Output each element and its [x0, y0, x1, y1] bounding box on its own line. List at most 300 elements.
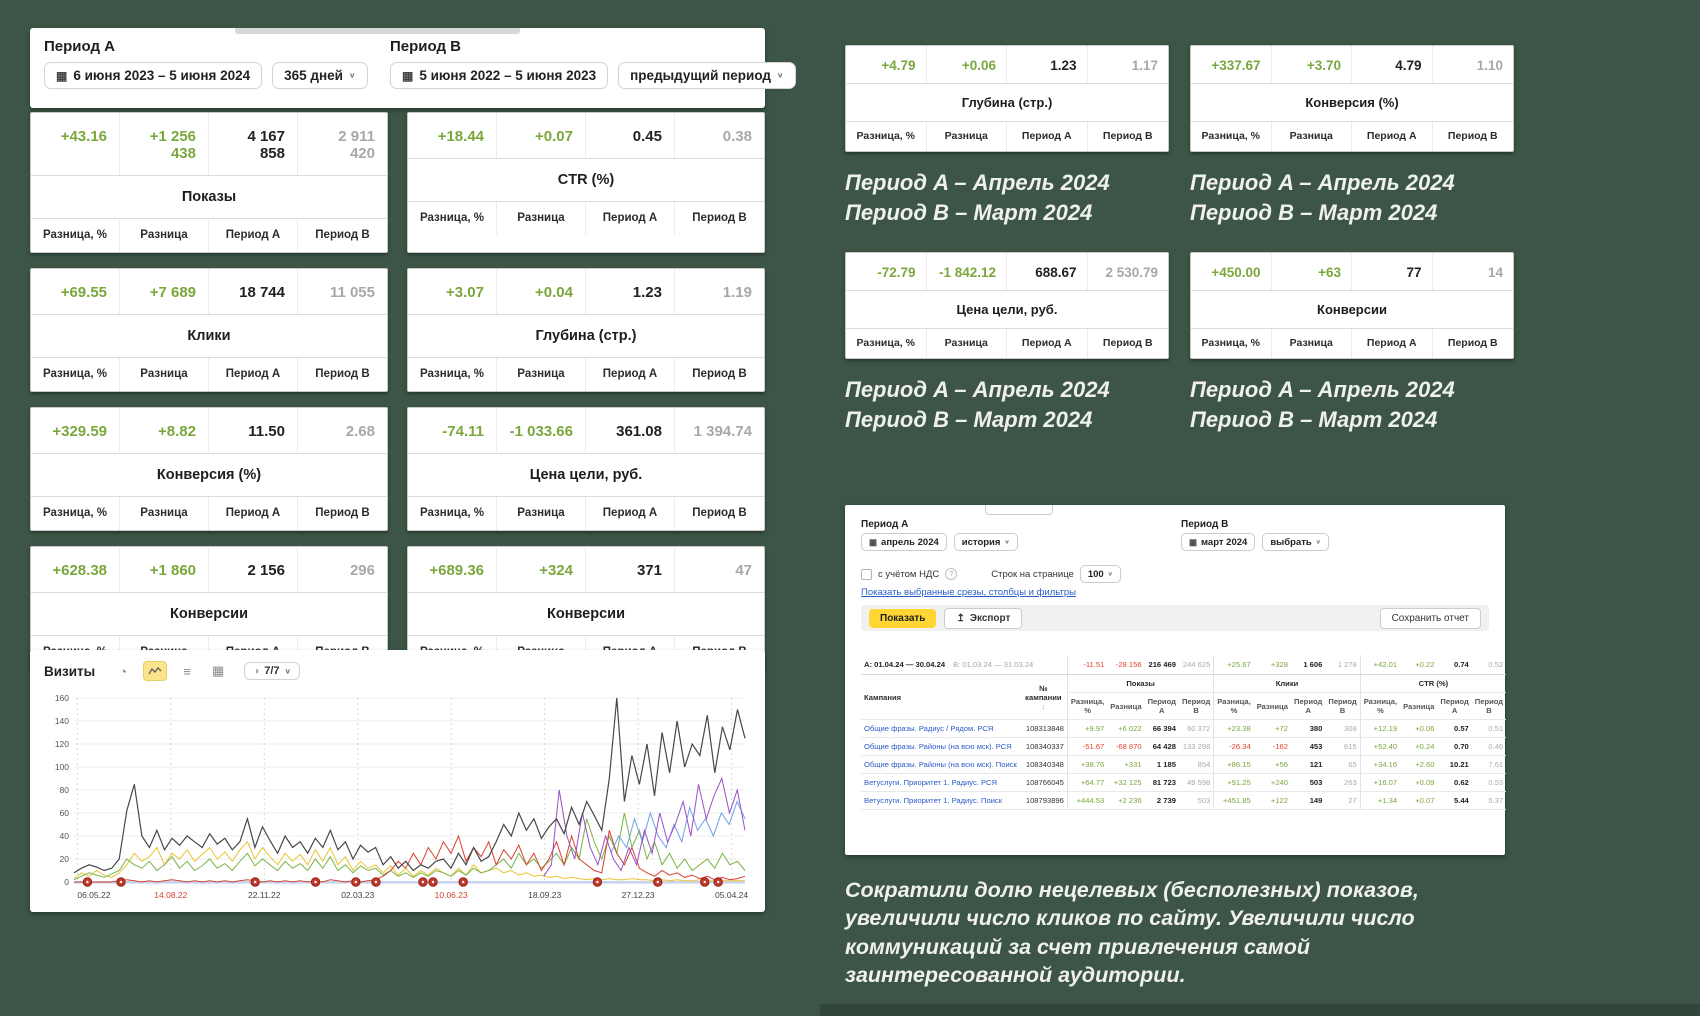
sub-column-header: Разница: [1400, 693, 1437, 720]
diff-value: -1 033.66: [497, 408, 586, 453]
campaign-metric-value: +12.19: [1360, 720, 1400, 738]
summary-text: Сократили долю нецелевых (бесполезных) показов, увеличили число кликов по сайту. Увеличили число коммуникаций за счет привлечения самой заинтересованной аудитории.: [845, 878, 1419, 988]
visits-time-series-chart: [38, 692, 757, 904]
metric-title: CTR (%): [408, 158, 764, 202]
mini-period-b-mode-select[interactable]: [1262, 533, 1329, 551]
column-header: Разница, %: [31, 497, 120, 530]
metric-group-header: Клики: [1214, 675, 1360, 693]
campaign-metric-value: 10.21: [1437, 756, 1471, 774]
metric-headers-row: [1191, 122, 1513, 151]
sub-column-header: Период A: [1437, 693, 1471, 720]
line-chart-icon[interactable]: [143, 661, 167, 681]
show-slices-link[interactable]: Показать выбранные срезы, столбцы и фильтры: [861, 587, 1076, 598]
calendar-icon: ▦: [56, 68, 68, 83]
campaign-row: [861, 756, 1506, 774]
sub-column-header: Разница: [1254, 693, 1291, 720]
campaign-metric-value: 503: [1179, 792, 1214, 810]
column-header: Период A: [1007, 122, 1088, 151]
metric-values-row: [408, 408, 764, 453]
column-header: Период B: [1447, 337, 1498, 349]
period-b-value: 1.10: [1476, 58, 1503, 73]
blue-segment: [611, 802, 745, 854]
campaign-table: [861, 655, 1506, 810]
metric-values-row: [31, 113, 387, 175]
metric-title: Конверсия (%): [1191, 83, 1513, 122]
sub-column-header: Период B: [1179, 693, 1214, 720]
sub-column-header: Период A: [1145, 693, 1179, 720]
svg-text:120: 120: [54, 739, 69, 749]
mini-period-a-mode-text: история: [961, 536, 1001, 548]
metric-card: [845, 45, 1169, 152]
chevron-down-icon: ∨: [284, 666, 292, 675]
mini-period-b-label: Период B: [1181, 519, 1229, 530]
period-a-value: 18 744: [209, 269, 298, 314]
column-header: Период B: [1102, 130, 1153, 142]
metric-title: Цена цели, руб.: [408, 453, 764, 497]
mini-period-b-date[interactable]: [1181, 533, 1255, 551]
campaign-metric-value: 453: [1291, 738, 1325, 756]
show-button[interactable]: Показать: [869, 609, 936, 628]
chevron-down-icon: ∨: [1004, 539, 1010, 546]
metric-title: Конверсии: [1191, 290, 1513, 329]
metric-card: [1190, 45, 1514, 152]
metric-title: Конверсии: [31, 592, 387, 636]
chevron-down-icon: ∨: [1107, 571, 1113, 578]
column-header: Разница, %: [408, 358, 497, 391]
metric-values-row: [846, 46, 1168, 83]
period-a-group: [44, 38, 368, 89]
column-header: Период B: [315, 229, 370, 241]
mini-toolbar: [861, 605, 1489, 631]
campaign-table-wrap: [861, 655, 1504, 810]
period-a-value: 361.08: [586, 408, 675, 453]
campaign-metric-value: -162: [1254, 738, 1291, 756]
green-segment: [74, 813, 745, 880]
save-report-button[interactable]: Сохранить отчет: [1380, 608, 1481, 629]
svg-text:0: 0: [64, 877, 69, 887]
diff-pct-value: +18.44: [408, 113, 497, 158]
campaign-metric-value: +0.07: [1400, 792, 1437, 810]
period-a-value: 4.79: [1352, 46, 1433, 83]
diff-pct-value: -72.79: [846, 253, 927, 290]
summary-value: 0.52: [1472, 655, 1506, 675]
pie-chart-icon[interactable]: ◔: [119, 663, 128, 679]
period-b-preset: предыдущий период: [630, 68, 771, 83]
caption-line-a: Период A – Апрель 2024: [1190, 170, 1455, 195]
period-caption: [1190, 375, 1455, 436]
left-metric-cards: [30, 112, 765, 670]
summary-value: 216 469: [1145, 655, 1179, 675]
period-a-value: 1.23: [586, 269, 675, 314]
campaign-name-link[interactable]: Общие фразы. Радиус / Рядом. РСЯ: [861, 720, 1020, 738]
campaign-metric-value: +72: [1254, 720, 1291, 738]
chevron-down-icon: ∨: [1315, 539, 1321, 546]
column-header: Разница: [120, 497, 209, 530]
metric-group-header: CTR (%): [1360, 675, 1506, 693]
sub-column-header: Период B: [1325, 693, 1360, 720]
svg-text:100: 100: [54, 762, 69, 772]
summary-value: +0.22: [1400, 655, 1437, 675]
campaign-metric-value: +34.16: [1360, 756, 1400, 774]
column-header: Разница: [927, 122, 1008, 151]
diff-value: +0.04: [497, 269, 586, 314]
column-header: Период A: [586, 202, 675, 235]
period-b-value: 2 530.79: [1105, 265, 1158, 280]
period-b-value: 2.68: [345, 423, 375, 440]
column-header: Разница, %: [846, 329, 927, 358]
column-header: Разница: [120, 219, 209, 252]
campaign-metric-value: 0.57: [1437, 720, 1471, 738]
period-a-value: 2 156: [209, 547, 298, 592]
metric-values-row: [31, 269, 387, 314]
campaign-metric-value: +38.76: [1067, 756, 1107, 774]
period-b-value: 14: [1487, 265, 1503, 280]
campaign-id: 108340337: [1020, 738, 1068, 756]
campaign-metric-value: 0.70: [1437, 738, 1471, 756]
diff-value: +3.70: [1272, 46, 1353, 83]
caption-line-b: Период B – Март 2024: [845, 200, 1093, 226]
campaign-metric-value: 5.44: [1437, 792, 1471, 810]
campaign-metric-value: 854: [1179, 756, 1214, 774]
metric-title: Глубина (стр.): [408, 314, 764, 358]
sub-column-header: Период B: [1472, 693, 1506, 720]
period-selector-panel: [30, 28, 784, 108]
metric-title: Клики: [31, 314, 387, 358]
period-caption: [845, 375, 1110, 436]
mini-period-b-mode-text: выбрать: [1270, 536, 1312, 548]
column-header: Период A: [586, 497, 675, 530]
red-segment: [74, 830, 745, 882]
metric-values-row: [408, 547, 764, 592]
period-b-value: 2 911 420: [338, 128, 375, 162]
campaign-column-header[interactable]: Кампания: [861, 675, 1020, 720]
diff-pct-value: -74.11: [408, 408, 497, 453]
campaign-metric-value: +122: [1254, 792, 1291, 810]
segment-icon: ◑: [253, 665, 260, 677]
campaign-metric-value: 1 185: [1145, 756, 1179, 774]
cut-off-tab: [235, 28, 520, 34]
metric-card: [845, 252, 1169, 359]
summary-value: +328: [1254, 655, 1291, 675]
svg-text:40: 40: [59, 831, 69, 841]
campaign-metric-value: 503: [1291, 774, 1325, 792]
visits-chart-panel: [30, 650, 765, 912]
rows-per-page-select[interactable]: [1080, 565, 1121, 583]
export-button[interactable]: [944, 608, 1022, 629]
metric-headers-row: [31, 497, 387, 530]
mini-period-a-mode-select[interactable]: [954, 533, 1018, 551]
column-header: Период B: [692, 212, 747, 224]
period-a-value: 688.67: [1007, 253, 1088, 290]
campaign-row: [861, 774, 1506, 792]
metric-values-row: [1191, 253, 1513, 290]
campaign-metric-value: 64 428: [1145, 738, 1179, 756]
summary-value: 1 278: [1325, 655, 1360, 675]
campaign-metric-value: 380: [1291, 720, 1325, 738]
diff-pct-value: +689.36: [408, 547, 497, 592]
campaign-metric-value: +2 236: [1107, 792, 1144, 810]
period-b-value: 11 055: [329, 284, 375, 301]
calendar-icon: ▦: [1189, 536, 1198, 547]
metric-values-row: [846, 253, 1168, 290]
period-b-label: Период B: [390, 38, 461, 55]
rows-per-page-label: Строк на странице: [991, 568, 1074, 580]
export-icon: ↥: [956, 612, 965, 624]
rows-per-page-value: 100: [1087, 568, 1104, 580]
column-header: Разница: [497, 202, 586, 235]
campaign-id-column-header[interactable]: № кампании ↓: [1020, 675, 1068, 720]
diff-pct-value: +337.67: [1191, 46, 1272, 83]
campaign-row: [861, 720, 1506, 738]
svg-text:140: 140: [54, 716, 69, 726]
metric-headers-row: [846, 329, 1168, 358]
metric-card: [407, 112, 765, 253]
caption-line-a: Период A – Апрель 2024: [845, 170, 1110, 195]
caption-line-b: Период B – Март 2024: [1190, 200, 1438, 226]
period-b-value: 296: [349, 562, 375, 579]
svg-text:14.08.22: 14.08.22: [154, 890, 188, 900]
column-header: Разница, %: [408, 497, 497, 530]
column-header: Период B: [315, 368, 370, 380]
metric-card: [30, 407, 388, 531]
column-header: Период B: [692, 368, 747, 380]
campaign-id: 108766045: [1020, 774, 1068, 792]
segments-fraction: 7/7: [264, 665, 280, 677]
mini-period-a-label: Период A: [861, 519, 909, 530]
metric-values-row: [31, 547, 387, 592]
calendar-icon: ▦: [402, 68, 414, 83]
campaign-name-link[interactable]: Общие фразы. Районы (на всю мск). РСЯ: [861, 738, 1020, 756]
campaign-row: [861, 792, 1506, 810]
diff-pct-value: +43.16: [31, 113, 120, 175]
chart-title: Визиты: [44, 663, 96, 679]
metric-values-row: [408, 269, 764, 314]
period-a-label: Период A: [44, 38, 115, 55]
summary-value: +25.67: [1214, 655, 1254, 675]
campaign-metric-value: +86.15: [1214, 756, 1254, 774]
campaign-metric-value: 0.46: [1472, 738, 1506, 756]
column-header: Период A: [586, 358, 675, 391]
campaign-metric-value: 0.53: [1472, 774, 1506, 792]
svg-text:10.06.23: 10.06.23: [434, 890, 468, 900]
metric-title: Конверсия (%): [31, 453, 387, 497]
metric-card: [407, 407, 765, 531]
summary-value: 1 606: [1291, 655, 1325, 675]
campaign-metric-value: -51.67: [1067, 738, 1107, 756]
diff-pct-value: +450.00: [1191, 253, 1272, 290]
diff-pct-value: +69.55: [31, 269, 120, 314]
diff-value: -1 842.12: [927, 253, 1008, 290]
period-a-date: 6 июня 2023 – 5 июня 2024: [73, 68, 251, 83]
summary-value: 0.74: [1437, 655, 1471, 675]
export-label: Экспорт: [969, 612, 1011, 624]
period-a-value: 4 167 858: [209, 113, 298, 175]
campaign-name-link[interactable]: Ветуслуги. Приоритет 1. Радиус. РСЯ: [861, 774, 1020, 792]
period-b-value: 1 394.74: [693, 423, 752, 440]
summary-value: -11.51: [1067, 655, 1107, 675]
campaign-metric-value: 0.51: [1472, 720, 1506, 738]
metric-headers-row: [31, 358, 387, 391]
stacked-lines-icon[interactable]: ≡: [183, 663, 191, 679]
campaign-name-link[interactable]: Общие фразы. Районы (на всю мск). Поиск: [861, 756, 1020, 774]
sub-column-header: Разница, %: [1214, 693, 1254, 720]
diff-value: +0.07: [497, 113, 586, 158]
metric-headers-row: [1191, 329, 1513, 358]
svg-text:27.12.23: 27.12.23: [621, 890, 655, 900]
period-b-value: 0.38: [722, 128, 752, 145]
campaign-metric-value: +0.06: [1400, 720, 1437, 738]
column-header: Разница: [927, 329, 1008, 358]
cut-off-chip: [985, 505, 1053, 515]
summary-dates: A: 01.04.24 — 30.04.24 B: 01.03.24 — 31.03.24: [861, 655, 1067, 675]
period-a-value: 0.45: [586, 113, 675, 158]
metric-card: [30, 112, 388, 253]
campaign-metric-value: +9.97: [1067, 720, 1107, 738]
chevron-down-icon: ∨: [777, 71, 784, 80]
summary-value: -28 156: [1107, 655, 1144, 675]
sub-column-header: Разница, %: [1360, 693, 1400, 720]
column-header: Разница: [1272, 122, 1353, 151]
mini-period-b-date-text: март 2024: [1201, 536, 1248, 548]
bottom-strip: [820, 1004, 1700, 1016]
period-a-preset-select[interactable]: [272, 62, 367, 89]
diff-value: +63: [1272, 253, 1353, 290]
period-a-value: 371: [586, 547, 675, 592]
column-header: Разница: [120, 358, 209, 391]
campaign-metric-value: 81 723: [1145, 774, 1179, 792]
column-header: Разница, %: [31, 358, 120, 391]
metric-group-header: Показы: [1067, 675, 1213, 693]
svg-text:20: 20: [59, 854, 69, 864]
column-header: Период A: [209, 358, 298, 391]
column-header: Период B: [315, 507, 370, 519]
campaign-metric-value: 121: [1291, 756, 1325, 774]
campaign-metric-value: +444.53: [1067, 792, 1107, 810]
segments-filter-chip[interactable]: [244, 662, 300, 680]
column-header: Период A: [209, 497, 298, 530]
period-b-date-picker[interactable]: [390, 62, 608, 89]
metric-title: Цена цели, руб.: [846, 290, 1168, 329]
campaign-metric-value: +0.09: [1400, 774, 1437, 792]
period-caption: [1190, 168, 1455, 229]
campaign-metric-value: -68 870: [1107, 738, 1144, 756]
campaign-metric-value: +0.24: [1400, 738, 1437, 756]
column-header: Период B: [692, 507, 747, 519]
caption-line-a: Период A – Апрель 2024: [845, 377, 1110, 402]
svg-text:160: 160: [54, 693, 69, 703]
period-b-preset-select[interactable]: [618, 62, 795, 89]
campaign-metric-value: 2 739: [1145, 792, 1179, 810]
vat-label: с учётом НДС: [878, 568, 940, 580]
campaign-id: 108793896: [1020, 792, 1068, 810]
diff-value: +324: [497, 547, 586, 592]
metric-headers-row: [846, 122, 1168, 151]
campaign-metric-value: 133 298: [1179, 738, 1214, 756]
period-a-date-picker[interactable]: [44, 62, 262, 89]
period-b-date: 5 июня 2022 – 5 июня 2023: [419, 68, 597, 83]
campaign-metric-value: 66 394: [1145, 720, 1179, 738]
campaign-metric-value: +1.34: [1360, 792, 1400, 810]
diff-value: +1 860: [120, 547, 209, 592]
column-header: Период A: [209, 219, 298, 252]
column-header: Разница, %: [846, 122, 927, 151]
svg-text:22.11.22: 22.11.22: [248, 890, 281, 900]
table-view-icon[interactable]: ▦: [212, 663, 225, 678]
mini-period-a-date[interactable]: [861, 533, 947, 551]
campaign-row: [861, 738, 1506, 756]
campaign-metric-value: -26.34: [1214, 738, 1254, 756]
metric-card: [1190, 252, 1514, 359]
campaign-metric-value: 60 372: [1179, 720, 1214, 738]
svg-text:05.04.24: 05.04.24: [715, 890, 749, 900]
info-icon: ?: [945, 568, 957, 580]
column-header: Разница: [497, 358, 586, 391]
diff-value: +7 689: [120, 269, 209, 314]
vat-checkbox[interactable]: [861, 569, 872, 580]
campaign-metric-value: +91.25: [1214, 774, 1254, 792]
svg-text:06.05.22: 06.05.22: [77, 890, 111, 900]
campaign-metric-value: 7.61: [1472, 756, 1506, 774]
metric-headers-row: [408, 358, 764, 391]
sub-column-header: Разница, %: [1067, 693, 1107, 720]
metric-headers-row: [408, 202, 764, 235]
campaign-name-link[interactable]: Ветуслуги. Приоритет 1. Радиус. Поиск: [861, 792, 1020, 810]
svg-text:60: 60: [59, 808, 69, 818]
period-a-value: 77: [1352, 253, 1433, 290]
column-header: Период A: [1352, 122, 1433, 151]
campaign-metric-value: +16.07: [1360, 774, 1400, 792]
metric-headers-row: [31, 219, 387, 252]
diff-pct-value: +329.59: [31, 408, 120, 453]
campaign-metric-value: 27: [1325, 792, 1360, 810]
column-header: Период A: [1007, 329, 1088, 358]
campaign-metric-value: 0.62: [1437, 774, 1471, 792]
column-header: Разница: [497, 497, 586, 530]
metric-card: [30, 268, 388, 392]
campaign-metric-value: +56: [1254, 756, 1291, 774]
column-header: Разница, %: [1191, 329, 1272, 358]
campaign-metric-value: +52.40: [1360, 738, 1400, 756]
svg-text:80: 80: [59, 785, 69, 795]
caption-line-b: Период B – Март 2024: [845, 407, 1093, 433]
campaign-metric-value: +331: [1107, 756, 1144, 774]
group-header-row: [861, 675, 1506, 693]
metric-title: Конверсии: [408, 592, 764, 636]
sub-column-header: Период A: [1291, 693, 1325, 720]
column-header: Период B: [1102, 337, 1153, 349]
campaign-metric-value: 615: [1325, 738, 1360, 756]
campaign-metric-value: +240: [1254, 774, 1291, 792]
column-header: Разница: [1272, 329, 1353, 358]
metric-title: Глубина (стр.): [846, 83, 1168, 122]
period-a-preset: 365 дней: [284, 68, 343, 83]
campaign-metric-value: +23.38: [1214, 720, 1254, 738]
campaign-metric-value: 49 598: [1179, 774, 1214, 792]
period-caption: [845, 168, 1110, 229]
metric-values-row: [31, 408, 387, 453]
purple-segment: [544, 779, 745, 877]
summary-row: [861, 655, 1506, 675]
caption-line-b: Период B – Март 2024: [1190, 407, 1438, 433]
sort-icon: ↓: [1041, 703, 1046, 711]
diff-value: +8.82: [120, 408, 209, 453]
campaign-metric-value: 308: [1325, 720, 1360, 738]
campaign-metric-value: +32 125: [1107, 774, 1144, 792]
campaign-id: 108340348: [1020, 756, 1068, 774]
period-b-value: 1.17: [1131, 58, 1158, 73]
period-a-value: 11.50: [209, 408, 298, 453]
campaign-metric-value: +6 022: [1107, 720, 1144, 738]
